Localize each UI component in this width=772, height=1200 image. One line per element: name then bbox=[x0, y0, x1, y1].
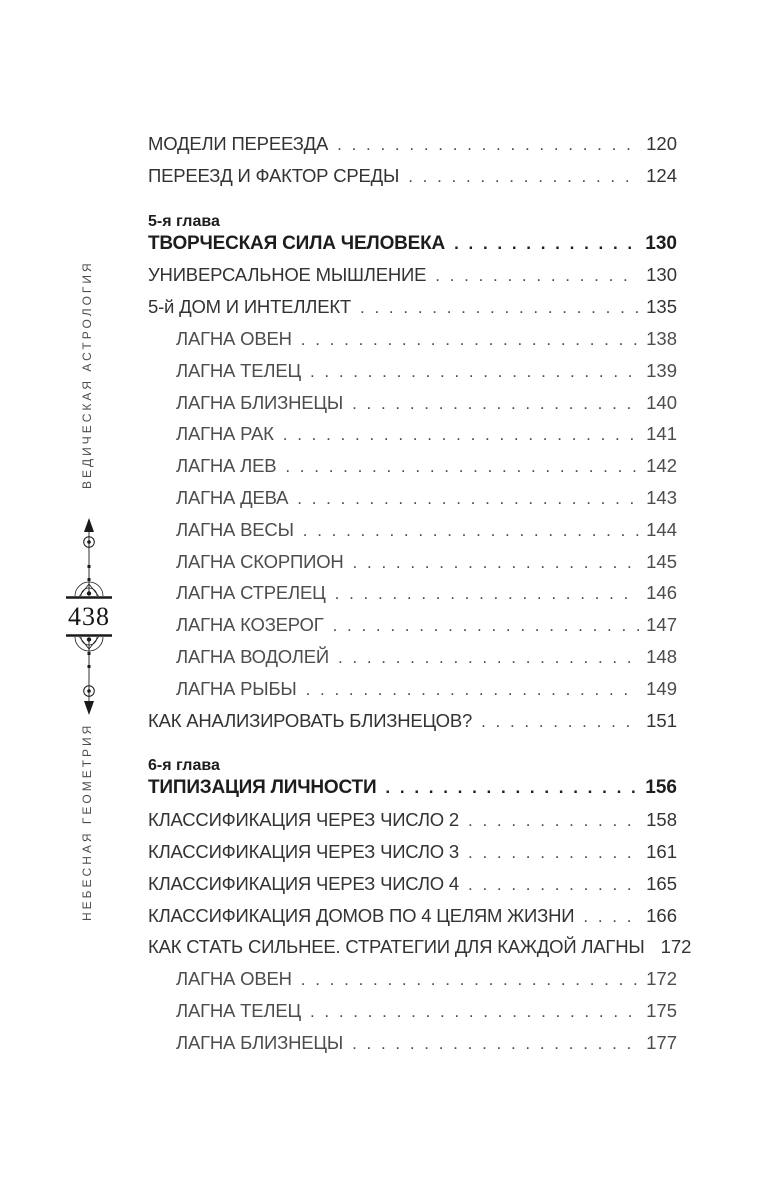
toc-entry-page: 130 bbox=[646, 264, 677, 286]
toc-entry bbox=[148, 936, 692, 968]
dot-leader bbox=[310, 1002, 639, 1022]
dot-leader bbox=[335, 584, 639, 604]
toc-entry-page: 165 bbox=[646, 872, 677, 894]
toc-entry-label: ЛАГНА БЛИЗНЕЦЫ bbox=[176, 1031, 344, 1053]
toc-entry-page: 147 bbox=[646, 614, 677, 636]
dot-leader bbox=[283, 425, 639, 445]
toc-entry-label: ЛАГНА ВОДОЛЕЙ bbox=[176, 645, 329, 667]
dot-leader bbox=[333, 616, 640, 636]
toc-entry-page: 142 bbox=[646, 455, 677, 477]
toc-entry bbox=[148, 392, 677, 424]
dot-leader bbox=[435, 266, 639, 286]
toc-entry-label: ЛАГНА КОЗЕРОГ bbox=[176, 614, 324, 636]
toc-entry bbox=[148, 678, 677, 710]
toc-entry-page: 146 bbox=[646, 582, 677, 604]
toc-entry bbox=[148, 873, 677, 905]
toc-entry bbox=[148, 809, 677, 841]
toc-entry-page: 145 bbox=[646, 550, 677, 572]
dot-leader bbox=[468, 843, 639, 863]
dot-leader bbox=[301, 970, 639, 990]
toc-entry bbox=[148, 360, 677, 392]
dot-leader bbox=[454, 234, 638, 254]
toc-entry-label: ЛАГНА РАК bbox=[176, 423, 274, 445]
toc-entry-page: 166 bbox=[646, 904, 677, 926]
toc-entry-label: ЛАГНА ОВЕН bbox=[176, 327, 292, 349]
toc-entry-page: 138 bbox=[646, 327, 677, 349]
toc-entry-page: 135 bbox=[646, 296, 677, 318]
toc-entry-label: ЛАГНА ЛЕВ bbox=[176, 455, 277, 477]
toc-entry bbox=[148, 133, 677, 165]
toc-entry bbox=[148, 1032, 677, 1064]
dot-leader bbox=[310, 362, 639, 382]
toc-list bbox=[148, 133, 692, 1064]
toc-chapter-kicker: 6-я глава bbox=[148, 757, 220, 775]
dot-leader bbox=[468, 811, 639, 831]
toc-entry-label: ЛАГНА РЫБЫ bbox=[176, 677, 297, 699]
toc-entry-page: 172 bbox=[646, 968, 677, 990]
toc-entry-page: 139 bbox=[646, 359, 677, 381]
toc-entry-page: 172 bbox=[660, 936, 692, 958]
toc-entry bbox=[148, 165, 677, 197]
toc-entry-label: ЛАГНА ТЕЛЕЦ bbox=[176, 359, 301, 381]
dot-leader bbox=[297, 489, 639, 509]
toc-entry bbox=[148, 423, 677, 455]
toc-entry-label: МОДЕЛИ ПЕРЕЕЗДА bbox=[148, 133, 329, 154]
toc-entry bbox=[148, 455, 677, 487]
toc-entry-label: ПЕРЕЕЗД И ФАКТОР СРЕДЫ bbox=[148, 164, 400, 186]
toc-entry-page: 158 bbox=[646, 809, 677, 831]
toc-entry-label: ЛАГНА ВЕСЫ bbox=[176, 518, 294, 540]
toc-entry-page: 175 bbox=[646, 999, 677, 1021]
folio-page-number: 438 bbox=[68, 602, 110, 631]
dot-leader bbox=[385, 778, 638, 798]
toc-entry bbox=[148, 841, 677, 873]
toc-entry bbox=[148, 328, 677, 360]
toc-entry bbox=[148, 710, 677, 742]
dot-leader bbox=[468, 875, 639, 895]
toc-entry-label: КЛАССИФИКАЦИЯ ЧЕРЕЗ ЧИСЛО 2 bbox=[148, 809, 460, 831]
toc-entry-label: ЛАГНА БЛИЗНЕЦЫ bbox=[176, 391, 344, 413]
dot-leader bbox=[338, 648, 639, 668]
toc-entry bbox=[148, 1000, 677, 1032]
toc-entry bbox=[148, 296, 677, 328]
toc-entry-label: КЛАССИФИКАЦИЯ ЧЕРЕЗ ЧИСЛО 4 bbox=[148, 872, 460, 894]
toc-entry-label: КАК АНАЛИЗИРОВАТЬ БЛИЗНЕЦОВ? bbox=[148, 709, 473, 731]
toc-entry bbox=[148, 487, 677, 519]
dot-leader bbox=[481, 712, 639, 732]
toc-entry-page: 161 bbox=[646, 840, 677, 862]
toc-entry-page: 144 bbox=[646, 518, 677, 540]
dot-leader bbox=[408, 167, 639, 187]
dot-leader bbox=[352, 394, 639, 414]
toc-entry-label: 5-й ДОМ И ИНТЕЛЛЕКТ bbox=[148, 296, 352, 318]
toc-entry bbox=[148, 755, 677, 809]
toc-entry-page: 177 bbox=[646, 1031, 677, 1053]
page-ornament bbox=[59, 517, 119, 716]
toc-entry-page: 140 bbox=[646, 391, 677, 413]
dot-leader bbox=[583, 907, 639, 927]
toc-entry-page: 149 bbox=[646, 677, 677, 699]
toc-entry bbox=[148, 264, 677, 296]
toc-entry bbox=[148, 551, 677, 583]
toc-entry-page: 143 bbox=[646, 486, 677, 508]
toc-entry bbox=[148, 968, 677, 1000]
dot-leader bbox=[285, 457, 639, 477]
dot-leader bbox=[303, 521, 639, 541]
toc-entry-label: КАК СТАТЬ СИЛЬНЕЕ. СТРАТЕГИИ ДЛЯ КАЖДОЙ ЛАГНЫ bbox=[148, 936, 645, 958]
arrow-down-ornament-icon bbox=[59, 633, 119, 716]
toc-entry-page: 120 bbox=[646, 133, 677, 154]
dot-leader bbox=[306, 680, 640, 700]
toc-entry-label: ЛАГНА ДЕВА bbox=[176, 486, 289, 508]
toc-entry-label: УНИВЕРСАЛЬНОЕ МЫШЛЕНИЕ bbox=[148, 264, 427, 286]
dot-leader bbox=[360, 298, 639, 318]
toc-entry bbox=[148, 905, 677, 937]
running-title-bottom: НЕБЕСНАЯ ГЕОМЕТРИЯ bbox=[80, 722, 94, 921]
toc-entry bbox=[148, 519, 677, 551]
toc-entry-label: КЛАССИФИКАЦИЯ ДОМОВ ПО 4 ЦЕЛЯМ ЖИЗНИ bbox=[148, 904, 575, 926]
toc-entry-page: 151 bbox=[646, 709, 677, 731]
toc-entry-page: 141 bbox=[646, 423, 677, 445]
toc-entry bbox=[148, 614, 677, 646]
dot-leader bbox=[353, 553, 640, 573]
toc-entry-label: ТВОРЧЕСКАЯ СИЛА ЧЕЛОВЕКА bbox=[148, 232, 446, 254]
toc-entry-label: ЛАГНА ОВЕН bbox=[176, 968, 292, 990]
toc-entry-page: 156 bbox=[645, 777, 677, 799]
toc-entry-page: 148 bbox=[646, 645, 677, 667]
toc-entry-label: КЛАССИФИКАЦИЯ ЧЕРЕЗ ЧИСЛО 3 bbox=[148, 840, 460, 862]
toc-entry-page: 130 bbox=[645, 232, 677, 254]
dot-leader bbox=[352, 1034, 639, 1054]
toc-entry bbox=[148, 211, 677, 265]
dot-leader bbox=[337, 135, 639, 155]
toc-entry bbox=[148, 646, 677, 678]
arrow-up-ornament-icon bbox=[59, 517, 119, 600]
toc-entry-page: 124 bbox=[646, 164, 677, 186]
toc-chapter-kicker: 5-я глава bbox=[148, 212, 220, 230]
toc-entry-label: ЛАГНА СКОРПИОН bbox=[176, 550, 344, 572]
dot-leader bbox=[301, 330, 639, 350]
running-title-top: ВЕДИЧЕСКАЯ АСТРОЛОГИЯ bbox=[80, 260, 94, 489]
toc-entry-label: ЛАГНА СТРЕЛЕЦ bbox=[176, 582, 326, 604]
toc-entry bbox=[148, 582, 677, 614]
toc-entry-label: ЛАГНА ТЕЛЕЦ bbox=[176, 999, 301, 1021]
toc-entry-label: ТИПИЗАЦИЯ ЛИЧНОСТИ bbox=[148, 777, 377, 799]
